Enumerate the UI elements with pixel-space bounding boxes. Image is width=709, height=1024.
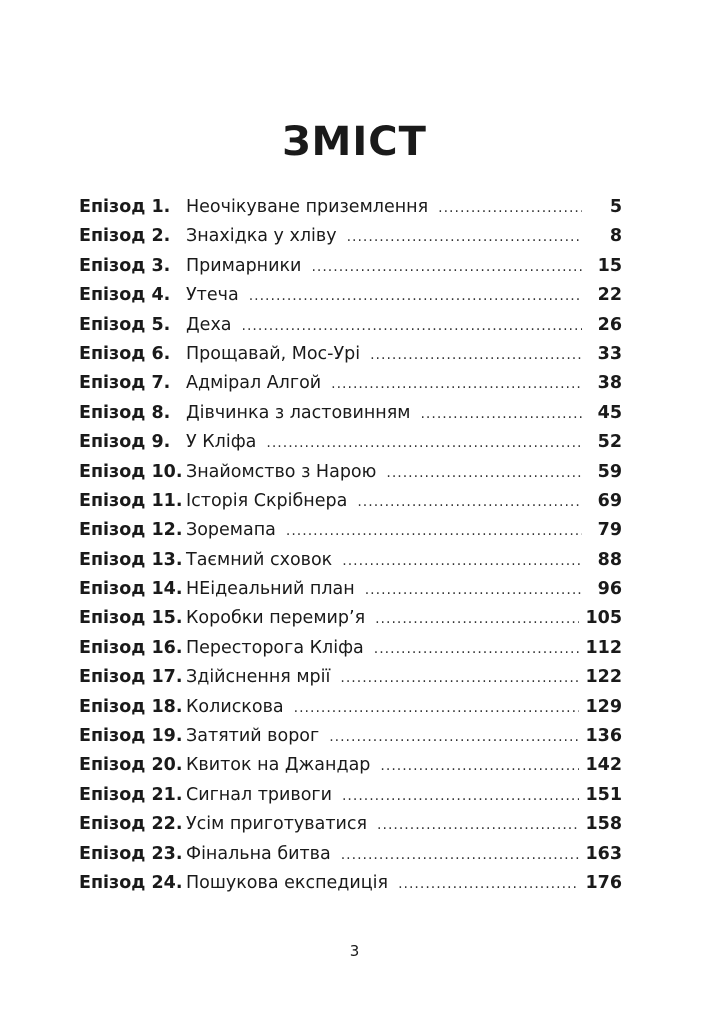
episode-title: Усім приготуватися: [186, 814, 368, 835]
toc-entry: [79, 638, 622, 667]
episode-title: НЕідеальний план: [186, 579, 355, 600]
episode-page-number: 158: [585, 814, 622, 835]
dot-leader: [286, 523, 582, 539]
dot-leader: [342, 553, 582, 569]
episode-title: Колискова: [186, 696, 284, 717]
episode-title: Затятий ворог: [186, 726, 320, 747]
episode-label: Епізод 7.: [79, 373, 171, 394]
dot-leader: [375, 611, 579, 627]
episode-page-number: 52: [597, 432, 622, 453]
toc-entry: [79, 579, 622, 608]
episode-page-number: 105: [585, 608, 622, 629]
toc-entry: [79, 697, 622, 726]
episode-title: Коробки перемир’я: [186, 608, 366, 629]
episode-label: Епізод 1.: [79, 197, 171, 217]
toc-entry: [79, 814, 622, 843]
toc-entry: [79, 491, 622, 520]
dot-leader: [357, 494, 582, 510]
episode-page-number: 163: [585, 843, 622, 864]
dot-leader: [242, 318, 582, 334]
episode-title: Фінальна битва: [186, 843, 331, 864]
episode-page-number: 69: [597, 490, 622, 511]
toc-entry: [79, 844, 622, 873]
toc-entry: [79, 550, 622, 579]
toc-entry: [79, 403, 622, 432]
episode-page-number: 8: [609, 226, 622, 247]
episode-title: Примарники: [186, 255, 302, 276]
episode-label: Епізод 5.: [79, 314, 171, 335]
episode-title: Зоремапа: [186, 520, 276, 541]
episode-label: Епізод 19.: [79, 726, 183, 747]
episode-title: Прощавай, Мос-Урі: [186, 343, 361, 364]
episode-label: Епізод 8.: [79, 402, 171, 423]
dot-leader: [420, 406, 582, 422]
toc-entry: [79, 520, 622, 549]
toc-entry: [79, 726, 622, 755]
toc-entry: [79, 344, 622, 373]
dot-leader: [266, 435, 582, 451]
episode-title: Дівчинка з ластовинням: [186, 402, 411, 423]
toc-entry: [79, 462, 622, 491]
episode-page-number: 33: [597, 343, 622, 364]
toc-entry: [79, 755, 622, 784]
episode-page-number: 176: [585, 872, 622, 893]
episode-label: Епізод 18.: [79, 696, 183, 717]
episode-label: Епізод 16.: [79, 637, 183, 658]
episode-page-number: 5: [609, 197, 622, 217]
dot-leader: [377, 817, 579, 833]
episode-label: Епізод 14.: [79, 579, 183, 600]
page-number: 3: [349, 942, 360, 960]
episode-label: Епізод 20.: [79, 755, 183, 776]
episode-title: Здійснення мрії: [186, 667, 331, 688]
episode-page-number: 96: [597, 579, 622, 600]
dot-leader: [398, 876, 579, 892]
episode-page-number: 112: [585, 637, 622, 658]
episode-label: Епізод 15.: [79, 608, 183, 629]
toc-entry: [79, 197, 622, 226]
episode-label: Епізод 22.: [79, 814, 183, 835]
toc-entry: [79, 226, 622, 255]
toc-entry: [79, 873, 622, 902]
episode-label: Епізод 2.: [79, 226, 171, 247]
episode-label: Епізод 23.: [79, 843, 183, 864]
dot-leader: [311, 259, 582, 275]
episode-page-number: 38: [597, 373, 622, 394]
episode-label: Епізод 13.: [79, 549, 183, 570]
dot-leader: [370, 347, 582, 363]
episode-title: Знайомство з Нарою: [186, 461, 377, 482]
episode-label: Епізод 24.: [79, 872, 183, 893]
episode-label: Епізод 6.: [79, 343, 171, 364]
episode-title: Пошукова експедиція: [186, 872, 389, 893]
episode-label: Епізод 10.: [79, 461, 183, 482]
episode-title: Неочікуване приземлення: [186, 197, 429, 217]
episode-label: Епізод 12.: [79, 520, 183, 541]
page-title: ЗМІСТ: [282, 118, 427, 165]
episode-page-number: 122: [585, 667, 622, 688]
episode-title: Адмірал Алгой: [186, 373, 322, 394]
toc-entry: [79, 373, 622, 402]
dot-leader: [347, 229, 582, 245]
episode-title: Пересторога Кліфа: [186, 637, 364, 658]
dot-leader: [438, 200, 582, 216]
dot-leader: [365, 582, 582, 598]
episode-title: Сигнал тривоги: [186, 784, 332, 805]
episode-label: Епізод 17.: [79, 667, 183, 688]
episode-title: У Кліфа: [186, 432, 257, 453]
episode-page-number: 129: [585, 696, 622, 717]
toc-entry: [79, 608, 622, 637]
episode-page-number: 142: [585, 755, 622, 776]
episode-label: Епізод 3.: [79, 255, 171, 276]
dot-leader: [340, 670, 579, 686]
dot-leader: [386, 465, 582, 481]
episode-title: Історія Скрібнера: [186, 490, 348, 511]
episode-page-number: 151: [585, 784, 622, 805]
episode-page-number: 79: [597, 520, 622, 541]
episode-page-number: 59: [597, 461, 622, 482]
episode-label: Епізод 11.: [79, 490, 183, 511]
episode-title: Квиток на Джандар: [186, 755, 371, 776]
episode-page-number: 22: [597, 285, 622, 306]
episode-page-number: 88: [597, 549, 622, 570]
episode-label: Епізод 9.: [79, 432, 171, 453]
toc-entry: [79, 785, 622, 814]
episode-title: Утеча: [186, 285, 239, 306]
dot-leader: [249, 288, 582, 304]
episode-title: Знахідка у хліву: [186, 226, 337, 247]
episode-page-number: 136: [585, 726, 622, 747]
episode-label: Епізод 4.: [79, 285, 171, 306]
dot-leader: [342, 788, 580, 804]
episode-title: Деха: [186, 314, 232, 335]
dot-leader: [374, 641, 580, 657]
episode-title: Таємний сховок: [186, 549, 333, 570]
dot-leader: [380, 758, 579, 774]
dot-leader: [329, 729, 579, 745]
toc-entry: [79, 315, 622, 344]
dot-leader: [341, 847, 580, 863]
episode-page-number: 45: [597, 402, 622, 423]
episode-page-number: 15: [597, 255, 622, 276]
dot-leader: [331, 376, 582, 392]
dot-leader: [294, 700, 580, 716]
toc-entry: [79, 667, 622, 696]
toc-entry: [79, 285, 622, 314]
episode-page-number: 26: [597, 314, 622, 335]
toc-entry: [79, 432, 622, 461]
episode-label: Епізод 21.: [79, 784, 183, 805]
table-of-contents: [79, 197, 622, 902]
toc-entry: [79, 256, 622, 285]
